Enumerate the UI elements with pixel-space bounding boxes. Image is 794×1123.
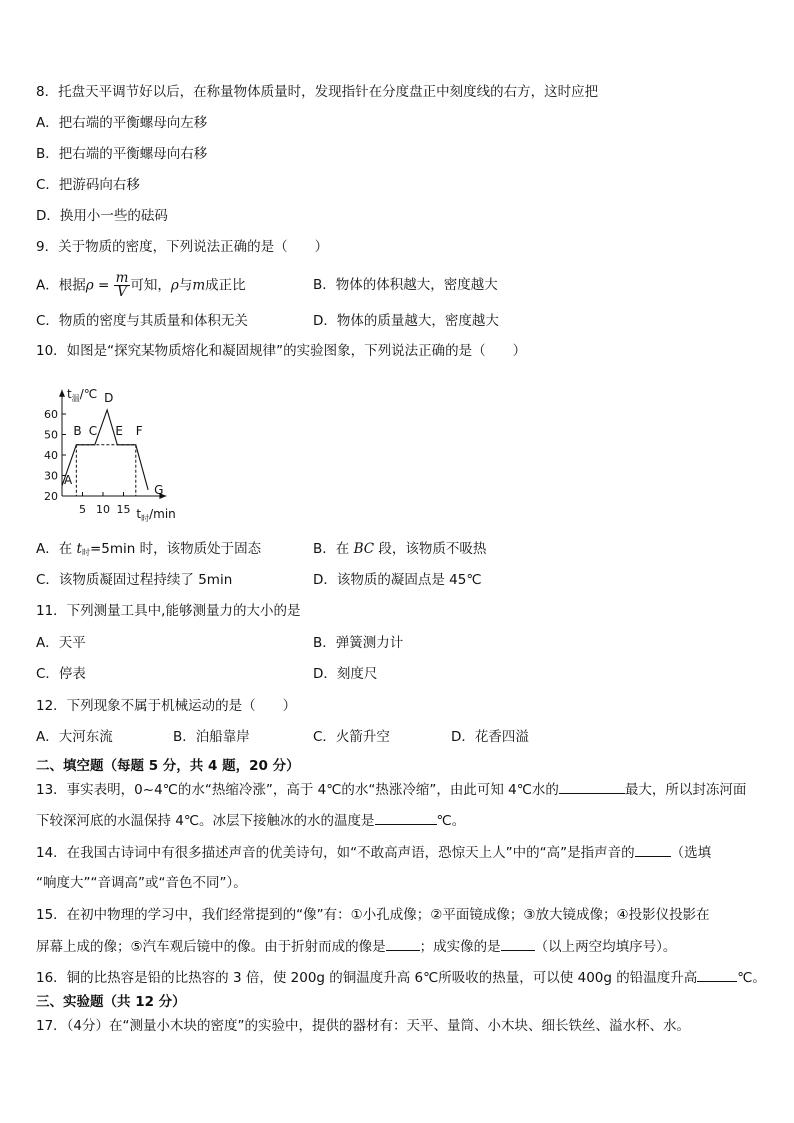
q9-a-suffix: 成正比	[205, 277, 246, 294]
point-label-g: G	[154, 482, 164, 497]
answer-blank[interactable]	[697, 968, 737, 982]
temperature-curve	[62, 410, 148, 490]
q10-option-a	[36, 540, 261, 562]
density-fraction	[114, 272, 131, 299]
y-tick-label: 60	[44, 408, 58, 421]
q13-text-d: ℃。	[436, 813, 466, 829]
point-label-f: F	[135, 423, 143, 438]
q9-a-prefix: A．根据	[36, 277, 86, 294]
q9-a-mid: 可知，	[130, 277, 171, 294]
q8-option-a: A．把右端的平衡螺母向左移	[36, 115, 208, 131]
q9-option-b: B．物体的体积越大，密度越大	[313, 277, 498, 293]
q10-option-c: C．该物质凝固过程持续了 5min	[36, 572, 233, 588]
q11-option-c: C．停表	[36, 666, 86, 682]
q14-text-a: 14．在我国古诗词中有很多描述声音的优美诗句，如“不敢高声语，恐惊天上人”中的“高”是指声音的	[36, 845, 635, 861]
rho-symbol-2: ρ	[170, 277, 179, 294]
x-tick-label: 15	[116, 503, 131, 516]
answer-blank[interactable]	[501, 937, 535, 951]
q10-b-pre: B．在	[313, 541, 354, 557]
q13-text-b: 最大，所以封冻河面	[624, 782, 747, 798]
q15-line-1: 15．在初中物理的学习中，我们经常提到的“像”有：①小孔成像；②平面镜成像；③放大镜成像；④投影仪投影在	[36, 907, 710, 923]
q10-a-post: =5min 时，该物质处于固态	[89, 541, 262, 557]
answer-blank[interactable]	[559, 780, 625, 794]
q13-text-a: 13．事实表明，0~4℃的水“热缩冷涨”，高于 4℃的水“热涨冷缩”，由此可知 4℃水的	[36, 782, 559, 798]
q14-line-1	[36, 843, 711, 862]
q9-option-a	[36, 272, 246, 299]
q13-text-c: 下较深河底的水温保持 4℃。冰层下接触冰的水的温度是	[36, 813, 375, 829]
q8-option-d: D．换用小一些的砝码	[36, 208, 168, 224]
q13-line-1	[36, 780, 746, 799]
y-tick-label: 50	[44, 428, 58, 442]
fraction-denominator: V	[117, 284, 127, 300]
q9-option-d: D．物体的质量越大，密度越大	[313, 313, 499, 329]
answer-blank[interactable]	[386, 937, 420, 951]
y-tick-label: 40	[44, 449, 58, 462]
q10-stem: 10．如图是“探究某物质熔化和凝固规律”的实验图象，下列说法正确的是（ ）	[36, 343, 527, 359]
point-label-a: A	[64, 472, 73, 487]
point-label-e: E	[115, 423, 123, 438]
q12-option-b: B．泊船靠岸	[173, 729, 250, 745]
fraction-numerator: m	[115, 270, 129, 286]
x-tick-label: 10	[96, 503, 110, 516]
q10-option-b	[313, 540, 486, 558]
q16-text-a: 16．铜的比热容是铅的比热容的 3 倍，使 200g 的铜温度升高 6℃所吸收的热量，可以使 400g 的铅温度升高	[36, 970, 698, 986]
point-label-b: B	[73, 423, 82, 438]
q11-option-d: D．刻度尺	[313, 666, 378, 682]
q14-line-2: “响度大”“音调高”或“音色不同”）。	[36, 875, 247, 891]
mass-symbol: m	[192, 277, 206, 294]
q16-line	[36, 968, 766, 987]
q12-stem: 12．下列现象不属于机械运动的是（ ）	[36, 698, 297, 714]
q15-text-a: 屏幕上成的像；⑤汽车观后镜中的像。由于折射而成的像是	[36, 939, 386, 955]
answer-blank[interactable]	[375, 811, 437, 825]
q9-option-c: C．物质的密度与其质量和体积无关	[36, 313, 248, 329]
point-label-d: D	[104, 390, 114, 405]
q8-stem: 8．托盘天平调节好以后，在称量物体质量时，发现指针在分度盘正中刻度线的右方，这时应把	[36, 84, 599, 100]
q11-stem: 11．下列测量工具中,能够测量力的大小的是	[36, 603, 301, 619]
y-tick-label: 20	[44, 490, 58, 503]
section-3-heading: 三、实验题（共 12 分）	[36, 994, 186, 1010]
rho-symbol: ρ	[85, 277, 94, 294]
q11-option-a: A．天平	[36, 635, 86, 651]
time-symbol: t	[76, 541, 82, 557]
q16-text-b: ℃。	[737, 970, 766, 986]
q10-b-post: 段，该物质不吸热	[374, 541, 487, 557]
section-2-heading: 二、填空题（每题 5 分，共 4 题，20 分）	[36, 758, 300, 774]
q15-line-2	[36, 937, 676, 956]
point-label-c: C	[88, 423, 98, 438]
q11-option-b: B．弹簧测力计	[313, 635, 404, 651]
q15-text-b: ；成实像的是	[419, 939, 501, 955]
q8-option-c: C．把游码向右移	[36, 177, 140, 193]
q10-option-d: D．该物质的凝固点是 45℃	[313, 572, 482, 588]
q12-option-a: A．大河东流	[36, 729, 113, 745]
x-axis-title: $t_时/\min$	[136, 507, 176, 523]
y-axis-title: $t_温/℃$	[67, 386, 98, 403]
q8-option-b: B．把右端的平衡螺母向右移	[36, 146, 208, 162]
segment-bc: BC	[353, 541, 375, 557]
q15-text-c: （以上两空均填序号）。	[534, 939, 677, 955]
time-subscript: 时	[81, 548, 90, 557]
answer-blank[interactable]	[635, 843, 671, 857]
x-tick-label: 5	[79, 503, 86, 516]
q9-a-with: 与	[178, 277, 193, 294]
y-axis-arrow	[59, 390, 65, 397]
q14-text-b: （选填	[670, 845, 712, 861]
equals-sign: =	[93, 277, 114, 294]
q9-stem: 9．关于物质的密度，下列说法正确的是（ ）	[36, 239, 329, 255]
q12-option-c: C．火箭升空	[313, 729, 390, 745]
q10-a-pre: A．在	[36, 541, 77, 557]
q12-option-d: D．花香四溢	[451, 729, 529, 745]
temperature-time-graph	[30, 372, 260, 532]
q17-line: 17．（4分）在“测量小木块的密度”的实验中，提供的器材有：天平、量筒、小木块、细长铁丝、溢水杯、水。	[36, 1018, 691, 1034]
q13-line-2	[36, 811, 465, 830]
y-tick-label: 30	[44, 469, 58, 483]
